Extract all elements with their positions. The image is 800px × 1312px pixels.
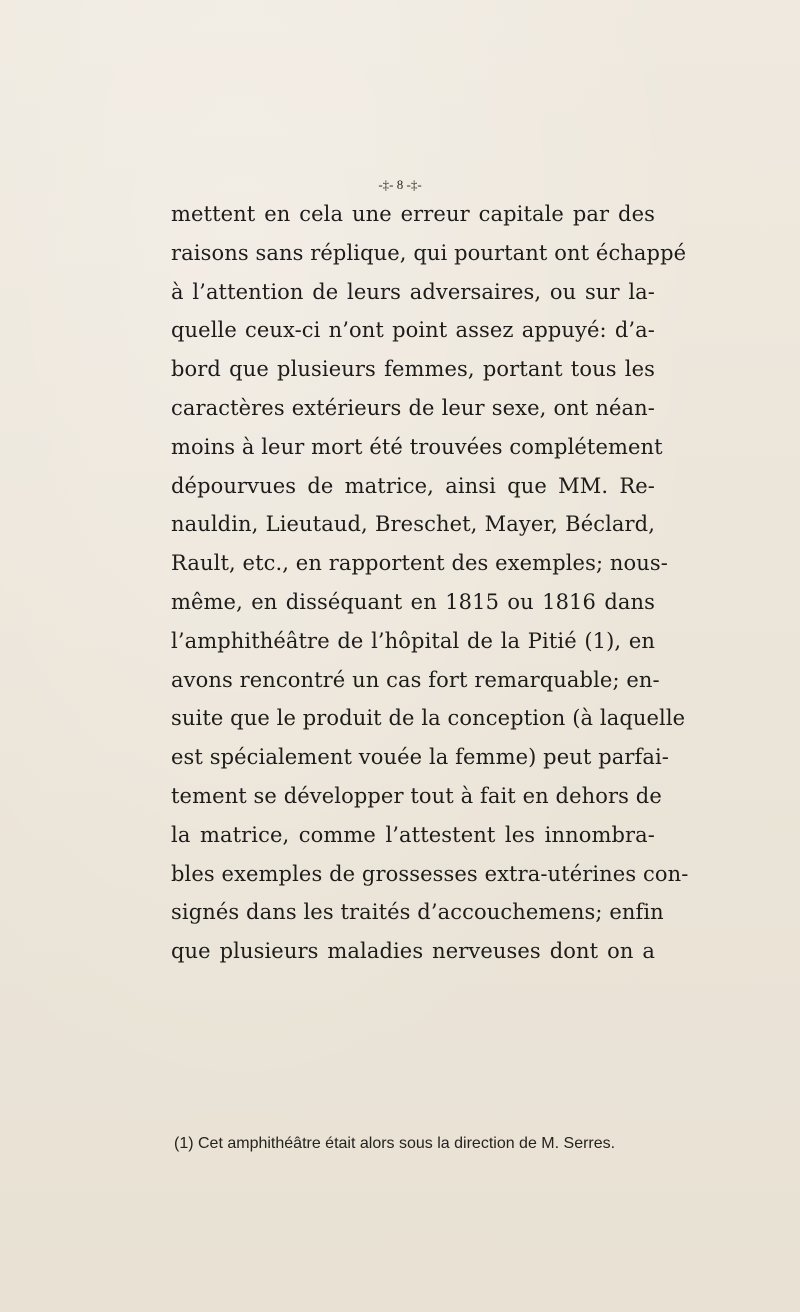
text-line: caractères extérieurs de leur sexe, ont néan- <box>171 395 655 420</box>
text-line: Rault, etc., en rapportent des exemples; nous- <box>171 551 668 576</box>
text-line: signés dans les traités d’accouchemens; enfin <box>171 900 664 925</box>
text-line: est spécialement vouée la femme) peut parfai- <box>171 745 669 770</box>
text-line: bles exemples de grossesses extra-utérines con- <box>171 861 689 886</box>
text-line: quelle ceux-ci n’ont point assez appuyé: d’a- <box>171 318 655 343</box>
text-line: nauldin, Lieutaud, Breschet, Mayer, Béclard, <box>171 512 655 537</box>
page-number: -‡- 8 -‡- <box>378 177 422 192</box>
text-line: raisons sans réplique, qui pourtant ont échappé <box>171 240 687 265</box>
text-line: la matrice, comme l’attestent les innombra- <box>171 822 655 847</box>
text-line: bord que plusieurs femmes, portant tous les <box>171 357 655 382</box>
body-text <box>171 195 689 971</box>
text-line: tement se développer tout à fait en dehors de <box>171 783 662 808</box>
text-line: à l’attention de leurs adversaires, ou sur la- <box>171 279 655 304</box>
text-line: dépourvues de matrice, ainsi que MM. Re- <box>171 473 655 498</box>
text-line: mettent en cela une erreur capitale par des <box>171 202 655 226</box>
text-line: moins à leur mort été trouvées complétement <box>171 434 663 459</box>
text-line: l’amphithéâtre de l’hôpital de la Pitié (1), en <box>171 628 655 653</box>
text-line: avons rencontré un cas fort remarquable; en- <box>171 667 660 692</box>
footnote: (1) Cet amphithéâtre était alors sous la direction de M. Serres. <box>174 1135 616 1152</box>
text-line: que plusieurs maladies nerveuses dont on a <box>171 939 655 964</box>
text-line: même, en disséquant en 1815 ou 1816 dans <box>171 589 655 614</box>
text-line: suite que le produit de la conception (à laquelle <box>171 706 686 731</box>
